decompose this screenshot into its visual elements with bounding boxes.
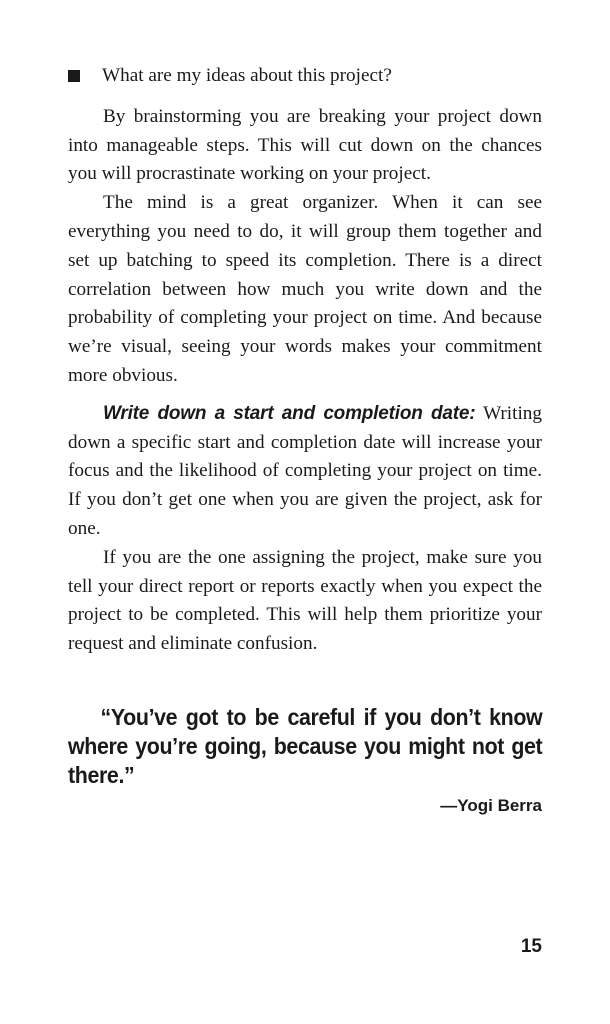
pull-quote: “You’ve got to be careful if you don’t know where you’re going, because you might not get there.” (68, 703, 543, 788)
paragraph-start-completion-body: Writing down a specific start and completion date will increase your focus and the likelihood of completing your project on time. If you don’t get one when you are given the project, ask for one. (68, 402, 542, 539)
page-number: 15 (520, 936, 542, 957)
paragraph-start-completion (68, 400, 542, 544)
paragraph-assigning: If you are the one assigning the project, make sure you tell your direct report or reports exactly when you expect the project to be completed. This will help them prioritize your request and eliminate confusion. (68, 546, 542, 655)
bullet-text: What are my ideas about this project? (102, 65, 392, 86)
paragraph-mind-organizer: The mind is a great organizer. When it can see everything you need to do, it will group them together and set up batching to speed its completion. There is a direct correlation between how much you write down and the probability of completing your project on time. And because we’re visual, seeing your words makes your commitment more obvious. (68, 192, 542, 386)
run-in-heading: Write down a start and completion date: (103, 402, 476, 424)
page-content (68, 62, 542, 816)
square-bullet-icon (68, 70, 80, 82)
quote-attribution: —Yogi Berra (440, 795, 542, 815)
bullet-item (68, 62, 542, 91)
paragraph-brainstorming: By brainstorming you are breaking your project down into manageable steps. This will cut down on the chances you will procrastinate working on your project. (68, 105, 542, 185)
